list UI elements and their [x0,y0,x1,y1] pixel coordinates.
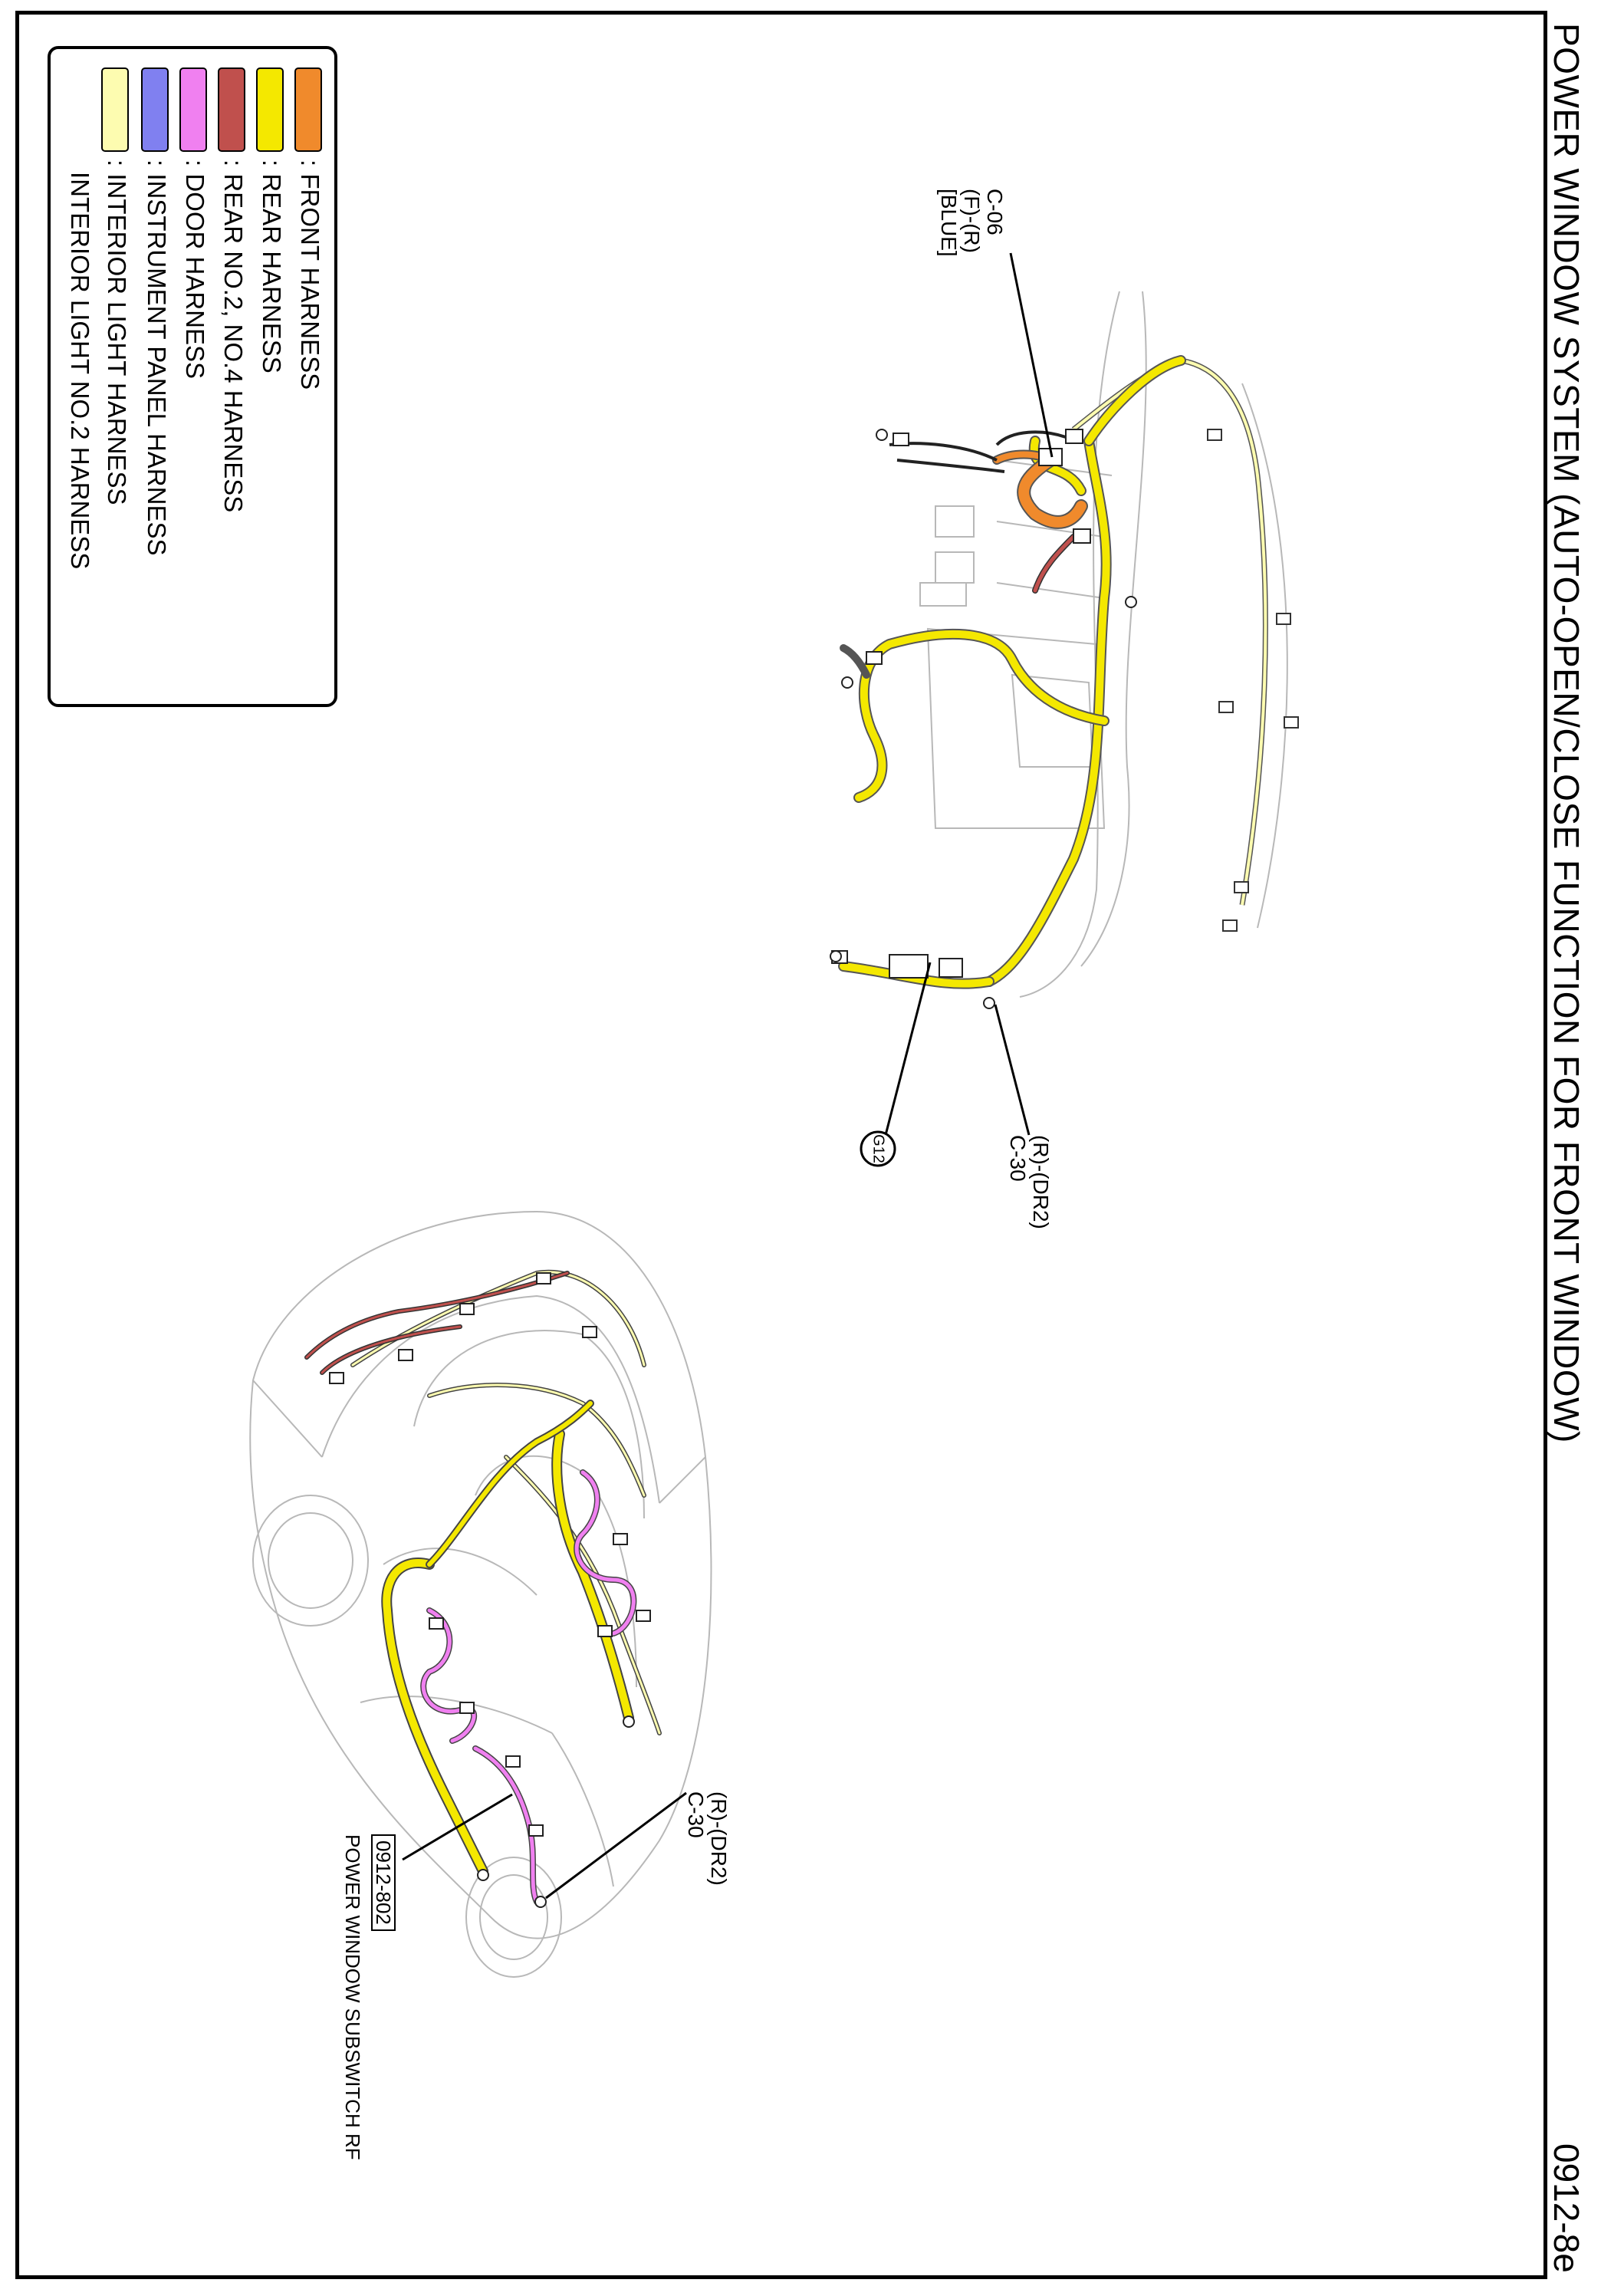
legend-label-instrument-panel-harness: : INSTRUMENT PANEL HARNESS [143,160,171,556]
legend-label-interior-light-no2-harness: INTERIOR LIGHT NO.2 HARNESS [66,172,94,570]
rear-harness-lower [386,1403,629,1871]
connector-c06-color: [BLUE] [937,189,961,257]
page-number: 0912-8e [1547,2143,1586,2273]
legend-label-interior-light-harness: : INTERIOR LIGHT HARNESS [103,160,131,505]
connector-c30-top-id: C-30 [1006,1135,1030,1182]
diagram-title: POWER WINDOW SYSTEM (AUTO-OPEN/CLOSE FUNCTION FOR FRONT WINDOW) [1547,23,1586,1443]
legend-label-rear-no2-no4-harness: : REAR NO.2, NO.4 HARNESS [219,160,248,513]
connector-c06-id: C-06 [983,189,1007,235]
ground-g12-text: G12 [870,1134,887,1163]
legend-label-door-harness: : DOOR HARNESS [181,160,209,380]
connector-c30-bottom-mate: (R)-(DR2) [707,1791,731,1886]
leader-lines-upper [886,253,1052,1135]
legend-label-rear-harness: : REAR HARNESS [258,160,286,373]
small-connectors-upper [1208,429,1298,931]
component-name-label: POWER WINDOW SUBSWITCH RF [341,1834,364,2160]
leader-lines-lower [403,1793,686,1898]
connector-c06-mate: (F)-(R) [960,189,984,253]
component-code: 0912-802 [372,1840,395,1925]
ground-symbol-g12 [861,1132,895,1166]
connector-blocks-lower [330,1273,650,1836]
rear-no2-no4-harness-upper [1035,537,1073,590]
legend-label-front-harness: : FRONT HARNESS [296,160,324,390]
connector-c30-top-mate: (R)-(DR2) [1029,1135,1053,1229]
connector-c30-bottom-id: C-30 [684,1791,708,1838]
